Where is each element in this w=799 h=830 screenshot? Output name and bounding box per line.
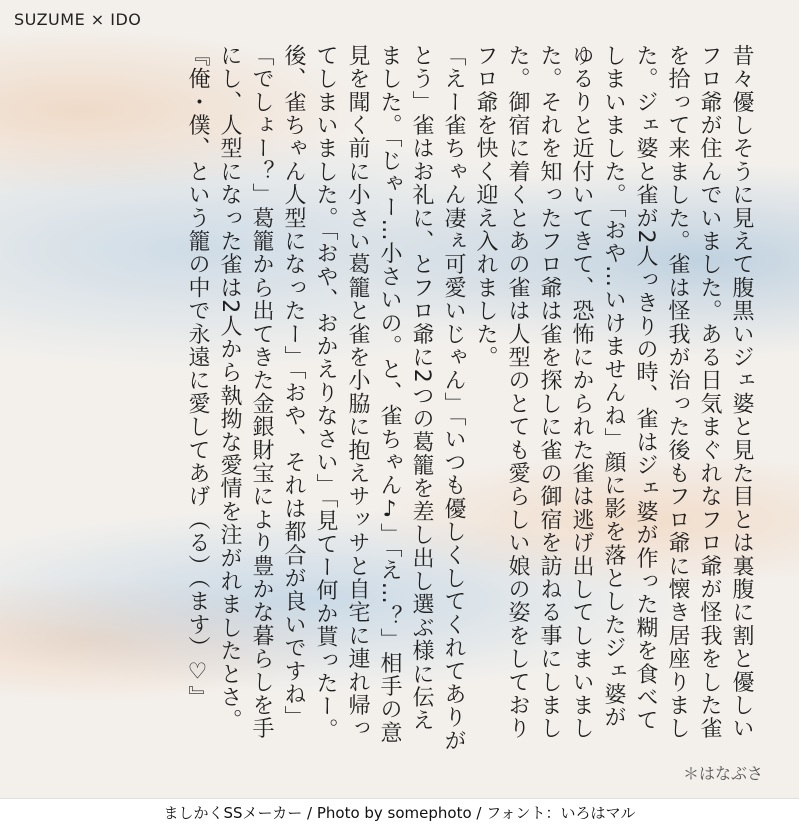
story-line: 昔々優しそうに見えて腹黒いジェ婆と見た目とは裏腹に割と優しい [729,44,754,740]
story-line: とう」雀はお礼に、とフロ爺に2つの葛籠を差し出し選ぶ様に伝え [409,44,434,732]
story-line: 後、雀ちゃん人型になったー」「おや、それは都合が良いですね」 [281,44,306,729]
story-line: フロ爺が住んでいました。ある日気まぐれなフロ爺が怪我をした雀 [697,44,722,740]
story-line: 『俺・僕、という籠の中で永遠に愛してあげ（る）（ます）♡』 [185,44,210,709]
story-text [55,44,755,753]
brand-label: SUZUME × IDO [14,10,142,29]
story-line: 「えー雀ちゃん凄ぇ可愛いじゃん」「いつも優しくしてくれてありが [441,44,466,753]
story-line: 「でしょー？」葛籠から出てきた金銀財宝により豊かな暮らしを手 [249,44,274,740]
story-line: しまいました。「おや…いけませんね」顔に影を落としたジェ婆が [601,44,626,729]
story-line: てしまいました。「おや、おかえりなさい」「見てー何か貰ったー。 [313,44,338,742]
story-line: ました。「じゃー…小さいの。と、雀ちゃん♪」「え…？」相手の意 [377,44,402,745]
story-line: フロ爺を快く迎え入れました。 [473,44,498,369]
footer-credit: ましかくSSメーカー / Photo by somephoto / フォント：いろはマル [0,798,799,830]
story-line: ゆるりと近付いてきて、恐怖にかられた雀は逃げ出してしまいまし [569,44,594,740]
author-signature: ＊はなぶさ [682,764,763,783]
story-line: にし、人型になった雀は2人から執拗な愛情を注がれましたとさ。 [217,44,242,732]
story-line: た。ジェ婆と雀が2人っきりの時、雀はジェ婆が作った糊を食べて [633,44,658,732]
story-line: を拾って来ました。雀は怪我が治った後もフロ爺に懐き居座りまし [665,44,690,740]
story-line: た。それを知ったフロ爺は雀を探しに雀の御宿を訪ねる事にしまし [537,44,562,740]
story-line: た。御宿に着くとあの雀は人型のとても愛らしい娘の姿をしており [505,44,530,740]
story-line: 見を聞く前に小さい葛籠と雀を小脇に抱えサッサと自宅に連れ帰っ [345,44,370,741]
